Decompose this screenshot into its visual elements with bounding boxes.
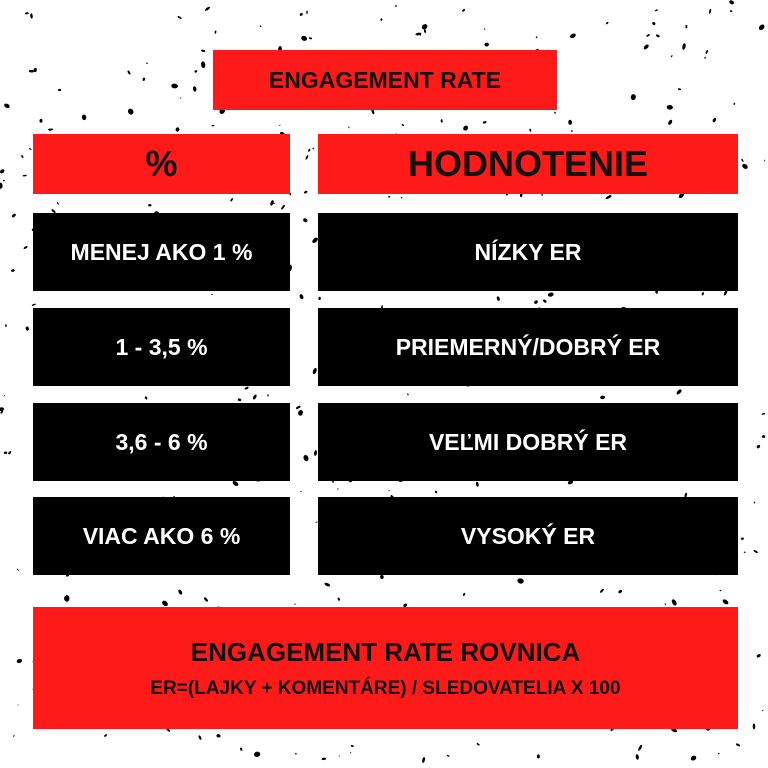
speckle (476, 743, 480, 746)
speckle (177, 15, 182, 19)
speckle (17, 568, 20, 571)
speckle (203, 597, 208, 603)
speckle (600, 395, 605, 399)
speckle (240, 747, 243, 751)
speckle (204, 6, 210, 12)
speckle (64, 595, 70, 602)
speckle (300, 491, 302, 492)
speckle (756, 444, 761, 449)
speckle (25, 326, 29, 331)
speckle (741, 163, 748, 170)
speckle (3, 103, 10, 109)
speckle (380, 18, 383, 21)
speckle (300, 35, 307, 42)
speckle (171, 83, 178, 89)
speckle (756, 653, 761, 658)
speckle (422, 757, 426, 763)
speckle (462, 8, 466, 12)
speckle (735, 743, 740, 747)
speckle (104, 734, 108, 738)
speckle (388, 196, 390, 198)
speckle (3, 180, 5, 181)
speckle (314, 450, 318, 456)
speckle (743, 551, 745, 553)
speckle (304, 190, 308, 194)
speckle (337, 488, 339, 490)
speckle (728, 0, 734, 5)
speckle (48, 128, 53, 131)
rating-cell-1: NÍZKY ER (318, 213, 738, 291)
speckle (201, 61, 206, 68)
speckle (646, 34, 650, 38)
speckle (0, 182, 3, 189)
speckle (441, 119, 443, 123)
speckle (23, 245, 28, 249)
speckle (259, 25, 262, 27)
speckle (730, 10, 732, 12)
speckle (682, 43, 686, 50)
speckle (496, 296, 500, 301)
speckle (244, 386, 249, 390)
range-cell-4: VIAC AKO 6 % (33, 497, 290, 575)
speckle (318, 297, 321, 300)
speckle (718, 752, 720, 754)
speckle (484, 42, 489, 47)
speckle (447, 755, 450, 757)
speckle (670, 55, 672, 58)
speckle (401, 123, 404, 126)
speckle (671, 598, 678, 606)
speckle (11, 269, 15, 273)
rating-cell-3: VEĽMI DOBRÝ ER (318, 403, 738, 481)
speckle (295, 753, 297, 755)
speckle (312, 147, 314, 149)
speckle (388, 490, 390, 491)
speckle (569, 33, 576, 39)
speckle (350, 752, 352, 754)
speckle (652, 21, 656, 25)
range-cell-1: MENEJ AKO 1 % (33, 213, 290, 291)
speckle (762, 709, 764, 711)
speckle (637, 744, 643, 751)
speckle (655, 9, 658, 12)
speckle (348, 126, 350, 128)
page-title: ENGAGEMENT RATE (213, 50, 557, 110)
speckle (294, 603, 296, 604)
speckle (177, 589, 183, 595)
speckle (237, 398, 241, 402)
speckle (211, 294, 213, 295)
speckle (764, 159, 766, 161)
speckle (302, 217, 308, 223)
speckle (678, 88, 682, 90)
speckle (605, 194, 612, 200)
speckle (267, 394, 269, 397)
speckle (380, 574, 385, 579)
speckle (29, 148, 32, 150)
speckle (571, 130, 573, 132)
speckle (281, 204, 286, 210)
speckle (705, 50, 708, 55)
speckle (462, 125, 469, 132)
speckle (753, 723, 756, 729)
speckle (57, 201, 59, 205)
speckle (741, 537, 744, 540)
speckle (618, 589, 623, 594)
speckle (690, 755, 697, 762)
speckle (4, 451, 8, 454)
speckle (295, 405, 301, 409)
speckle (25, 12, 29, 15)
formula-title: ENGAGEMENT RATE ROVNICA (190, 636, 581, 667)
speckle (142, 77, 145, 81)
speckle (719, 590, 721, 592)
speckle (754, 501, 756, 503)
speckle (29, 70, 34, 73)
speckle (542, 299, 547, 303)
speckle (701, 292, 704, 296)
speckle (194, 70, 198, 73)
speckle (198, 735, 202, 740)
speckle (148, 204, 151, 207)
speckle (3, 395, 5, 397)
speckle (643, 44, 650, 51)
range-cell-3: 3,6 - 6 % (33, 403, 290, 481)
speckle (535, 36, 537, 38)
speckle (537, 754, 540, 758)
speckle (13, 735, 15, 737)
speckle (312, 367, 317, 374)
speckle (533, 300, 538, 305)
speckle (252, 394, 257, 400)
speckle (192, 86, 196, 92)
speckle (529, 129, 531, 132)
speckle (349, 481, 352, 482)
speckle (232, 480, 240, 487)
rating-cell-2: PRIEMERNÝ/DOBRÝ ER (318, 308, 738, 386)
speckle (303, 454, 310, 462)
formula-text: ER=(LAJKY + KOMENTÁRE) / SLEDOVATELIA X 100 (150, 677, 621, 699)
speckle (216, 734, 221, 738)
speckle (339, 755, 340, 757)
speckle (547, 292, 554, 297)
speckle (144, 396, 148, 400)
speckle (463, 592, 466, 596)
speckle (424, 29, 427, 33)
speckle (676, 388, 683, 395)
speckle (309, 37, 313, 40)
speckle (58, 89, 62, 92)
speckle (664, 603, 666, 605)
speckle (483, 121, 487, 124)
speckle (722, 598, 730, 605)
speckle (667, 105, 674, 110)
range-cell-2: 1 - 3,5 % (33, 308, 290, 386)
rating-cell-4: VYSOKÝ ER (318, 497, 738, 575)
speckle (476, 481, 480, 486)
speckle (758, 23, 766, 31)
speckle (635, 754, 639, 760)
speckle (30, 13, 33, 19)
speckle (630, 94, 636, 101)
speckle (306, 10, 308, 14)
speckle (741, 158, 744, 162)
speckle (554, 111, 557, 114)
speckle (667, 119, 673, 126)
speckle (82, 114, 87, 120)
speckle (299, 294, 304, 300)
speckle (762, 413, 766, 416)
speckle (5, 324, 7, 327)
speckle (599, 588, 604, 593)
speckle (685, 25, 687, 29)
speckle (253, 751, 260, 757)
speckle (299, 12, 303, 16)
speckle (733, 103, 735, 106)
speckle (127, 70, 131, 75)
speckle (279, 125, 281, 126)
speckle (8, 451, 12, 455)
speckle (0, 168, 5, 174)
speckle (23, 175, 27, 177)
speckle (337, 597, 340, 601)
speckle (201, 49, 206, 52)
speckle (400, 197, 402, 199)
speckle (211, 124, 214, 126)
speckle (32, 303, 37, 306)
speckle (214, 30, 216, 33)
speckle (308, 148, 311, 152)
speckle (704, 56, 706, 59)
speckle (753, 549, 758, 553)
speckle (434, 490, 437, 494)
speckle (541, 194, 543, 196)
header-percent: % (33, 134, 290, 194)
speckle (709, 9, 712, 14)
speckle (712, 117, 717, 122)
formula-box (33, 607, 738, 729)
speckle (484, 28, 486, 30)
speckle (180, 97, 182, 99)
speckle (11, 213, 16, 218)
speckle (175, 127, 180, 132)
header-rating: HODNOTENIE (318, 134, 738, 194)
speckle (127, 108, 135, 116)
speckle (0, 407, 4, 412)
speckle (39, 119, 42, 123)
speckle (16, 658, 22, 664)
speckle (605, 21, 608, 24)
speckle (324, 582, 331, 587)
speckle (17, 704, 18, 706)
speckle (321, 757, 326, 760)
speckle (21, 155, 24, 159)
speckle (230, 198, 234, 202)
speckle (655, 34, 660, 38)
speckle (568, 120, 572, 125)
speckle (305, 155, 309, 160)
speckle (407, 393, 409, 395)
speckle (395, 5, 398, 7)
speckle (297, 409, 303, 416)
speckle (350, 744, 354, 747)
speckle (146, 62, 148, 64)
speckle (762, 435, 766, 438)
speckle (517, 578, 525, 585)
